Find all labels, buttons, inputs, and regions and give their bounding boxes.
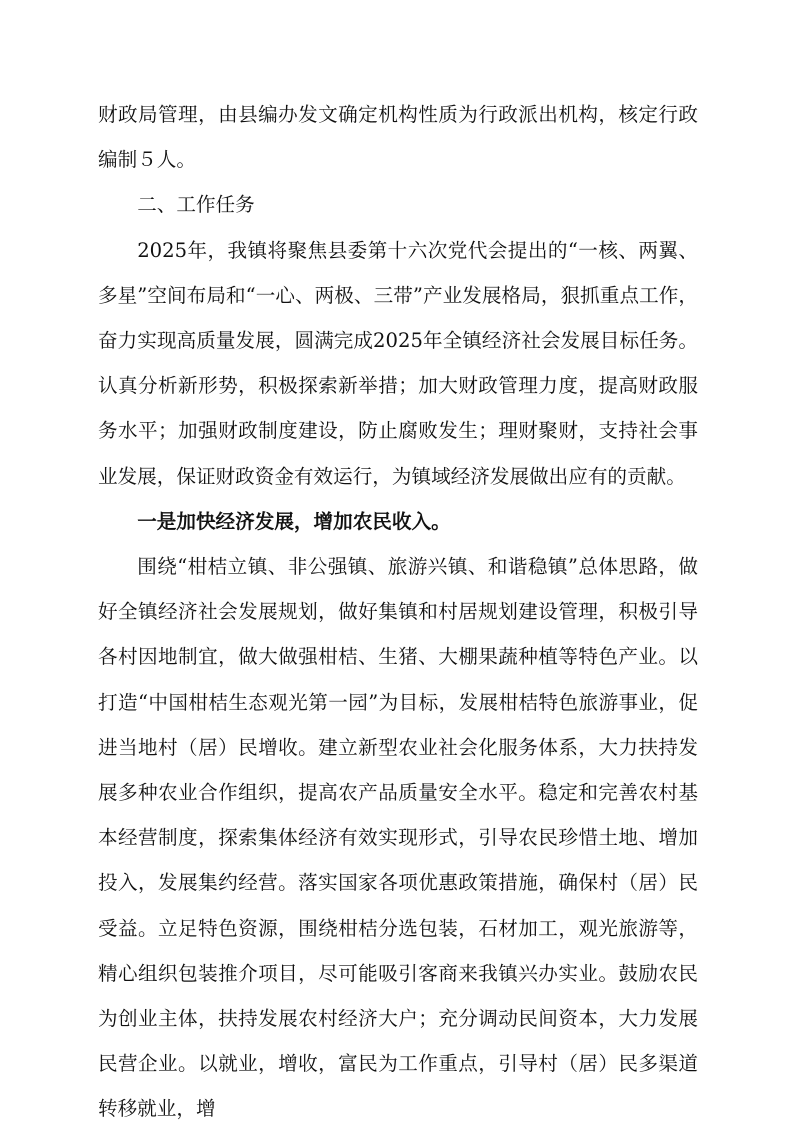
section-heading: 二、工作任务 xyxy=(137,193,255,217)
subheading-economic-development: 一是加快经济发展，增加农民收入。 xyxy=(137,509,451,533)
paragraph-work-tasks: 2025年，我镇将聚焦县委第十六次党代会提出的“一核、两翼、多星”空间布局和“一心、两极、三带”产业发展格局，狠抓重点工作，奋力实现高质量发展，圆满完成2025年全镇经济社会发展目标任务。认真分析新形势，积极探索新举措；加大财政管理力度，提高财政服务水平；加强财政制度建设，防止腐败发生；理财聚财，支持社会事业发展，保证财政资金有效运行，为镇域经济发展做出应有的贡献。 xyxy=(98,238,698,488)
document-page xyxy=(98,92,698,1132)
paragraph-economic-development: 围绕“柑桔立镇、非公强镇、旅游兴镇、和谐稳镇”总体思路，做好全镇经济社会发展规划，做好集镇和村居规划建设管理，积极引导各村因地制宜，做大做强柑桔、生猪、大棚果蔬种植等特色产业。以打造“中国柑桔生态观光第一园”为目标，发展柑桔特色旅游事业，促进当地村（居）民增收。建立新型农业社会化服务体系，大力扶持发展多种农业合作组织，提高农产品质量安全水平。稳定和完善农村基本经营制度，探索集体经济有效实现形式，引导农民珍惜土地、增加投入，发展集约经营。落实国家各项优惠政策措施，确保村（居）民受益。立足特色资源，围绕柑桔分选包装，石材加工，观光旅游等，精心组织包装推介项目，尽可能吸引客商来我镇兴办实业。鼓励农民为创业主体，扶持发展农村经济大户；充分调动民间资本，大力发展民营企业。以就业，增收，富民为工作重点，引导村（居）民多渠道转移就业，增 xyxy=(98,555,698,1121)
paragraph-continuation: 财政局管理，由县编办发文确定机构性质为行政派出机构，核定行政编制５人。 xyxy=(98,103,698,172)
